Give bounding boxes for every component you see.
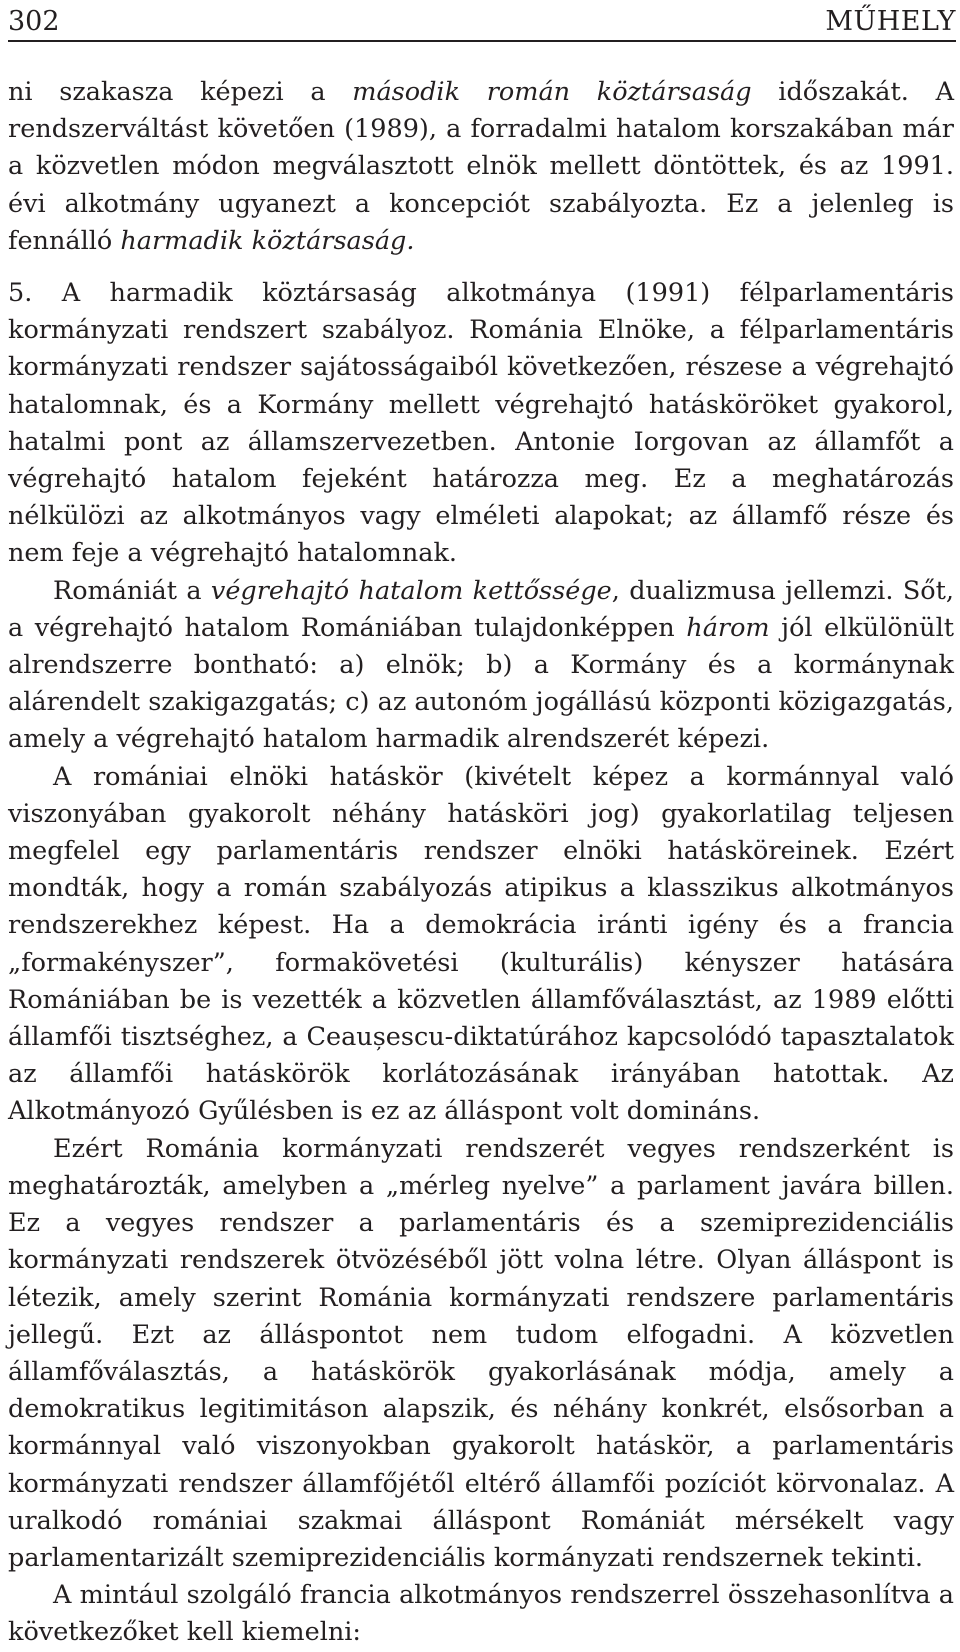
paragraph — [8, 74, 954, 260]
italic-text: harmadik köztársaság. — [120, 225, 415, 256]
paragraph — [8, 1131, 954, 1577]
paragraph — [8, 759, 954, 1131]
italic-text: második román köztársaság — [352, 77, 752, 107]
text-run: , dualizmusa jellemzi. Sőt, a végrehajtó hatalom Romániában tulajdonképpen — [8, 575, 954, 643]
running-header — [8, 2, 956, 42]
text-run: ni szakasza képezi a — [8, 77, 353, 107]
text-run: jól elkülönült alrendszerre bontható: a) elnök; b) a Kormány és a kormánynak alárendelt szakigazgatás; c) az autonóm jogállású központi közigazgatás, amely a végrehajtó hatalom harmadik alrendszerét képezi. — [8, 612, 954, 755]
text-run: A romániai elnöki hatáskör (kivételt képez a kormánnyal való viszonyában gyakorolt néhány hatásköri jog) gyakorlatilag teljesen megfelel egy parlamentáris rendszer elnöki hatásköreinek. Ezért mondták, hogy a román szabályozás atipikus a klasszikus alkotmányos rendszerekhez képest. Ha a demokrácia iránti igény és a francia „formakényszer”, formakövetési (kulturális) kényszer hatására Romániában be is vezették a közvetlen államfőválasztást, az 1989 előtti államfői tisztséghez, a Ceaușescu-diktatúrához kapcsolódó tapasztalatok az államfői hatáskörök korlátozásának irányában hatottak. Az Alkotmányozó Gyűlésben is ez az álláspont volt domináns. — [8, 761, 954, 1127]
text-run: Romániát a — [53, 575, 211, 606]
text-run: 5. A harmadik köztársaság alkotmánya (1991) félparlamentáris kormányzati rendszert szabályoz. Románia Elnöke, a félparlamentáris kormányzati rendszer sajátosságaiból következően, részese a végrehajtó hatalomnak, és a Kormány mellett végrehajtó hatásköröket gyakorol, hatalmi pont az államszervezetben. Antonie Iorgovan az államfőt a végrehajtó hatalom fejeként határozza meg. Ez a meghatározás nélkülözi az alkotmányos vagy elméleti alapokat; az államfő része és nem feje a végrehajtó hatalomnak. — [8, 278, 954, 569]
page-number: 302 — [8, 6, 60, 37]
italic-text: három — [686, 612, 770, 643]
text-run: A mintául szolgáló francia alkotmányos rendszerrel összehasonlítva a következőket kell kiemelni: — [8, 1580, 954, 1648]
section-title: MŰHELY — [825, 6, 956, 37]
italic-text: végrehajtó hatalom kettőssége — [210, 575, 612, 606]
paragraph — [8, 275, 954, 573]
body-text — [8, 74, 954, 1652]
paragraph — [8, 1577, 954, 1651]
text-run: Ezért Románia kormányzati rendszerét vegyes rendszerként is meghatározták, amelyben a „mérleg nyelve” a parlament javára billen. Ez a vegyes rendszer a parlamentáris és a szemiprezidenciális kormányzati rendszerek ötvözéséből jött volna létre. Olyan álláspont is létezik, amely szerint Románia kormányzati rendszere parlamentáris jellegű. Ezt az álláspontot nem tudom elfogadni. A közvetlen államfőválasztás, a hatáskörök gyakorlásának módja, amely a demokratikus legitimitáson alapszik, és néhány konkrét, elsősorban a kormánnyal való viszonyokban gyakorolt hatáskör, a parlamentáris kormányzati rendszer államfőjétől eltérő államfői pozíciót körvonalaz. A uralkodó romániai szakmai álláspont Romániát mérsékelt vagy parlamentarizált szemiprezidenciális kormányzati rendszernek tekinti. — [8, 1133, 954, 1573]
paragraph — [8, 573, 954, 759]
text-run: időszakát. A rendszerváltást követően (1989), a forradalmi hatalom korszakában már a közvetlen módon megválasztott elnök mellett döntöttek, és az 1991. évi alkotmány ugyanezt a koncepciót szabályozta. Ez a jelenleg is fennálló — [8, 77, 954, 256]
